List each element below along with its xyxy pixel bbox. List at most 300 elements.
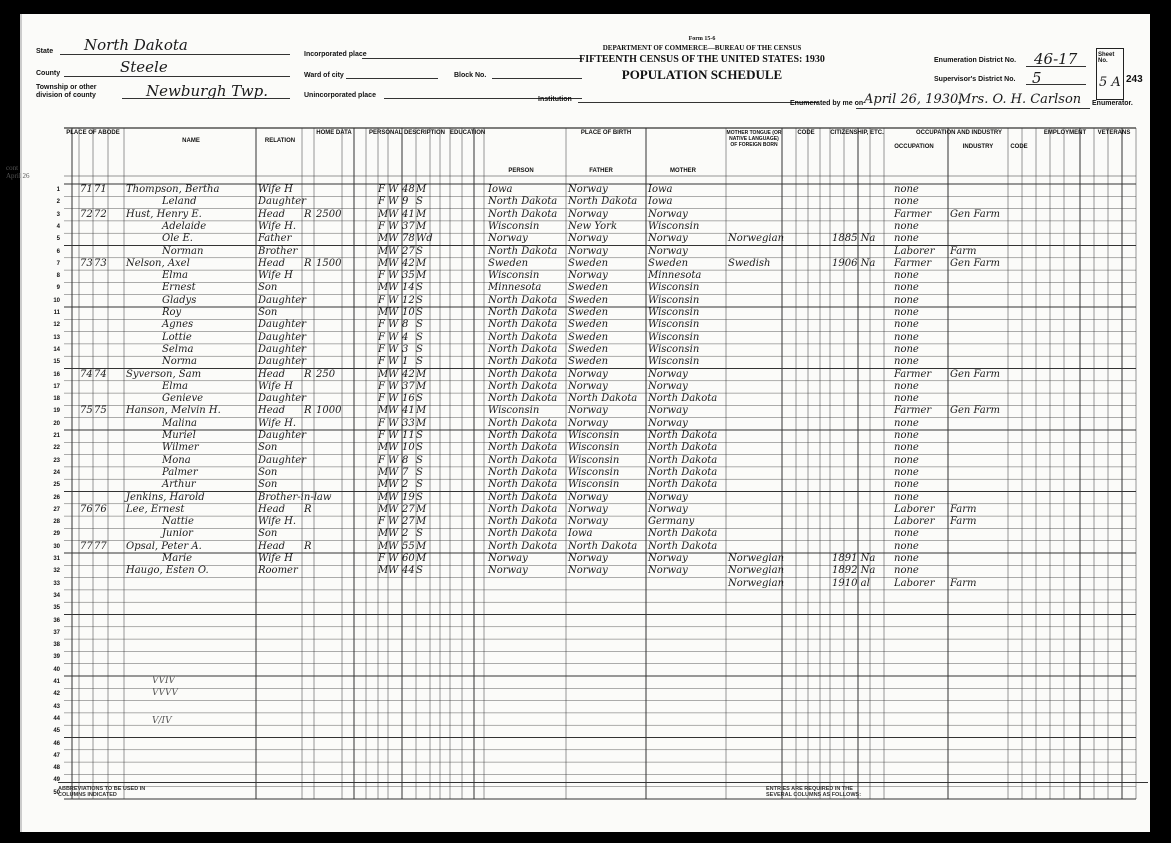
cell-ms: S <box>416 466 423 478</box>
section-code: CODE <box>797 130 815 136</box>
cell-rel: Head <box>258 257 286 269</box>
cell-ms: S <box>416 491 423 503</box>
cell-ms: S <box>416 454 423 466</box>
cell-mbp: North Dakota <box>648 393 718 405</box>
cell-val: 250 <box>316 368 336 380</box>
cell-race: W <box>388 233 399 245</box>
cell-occ: none <box>894 319 919 331</box>
section-citizenship: CITIZENSHIP, ETC. <box>830 130 884 136</box>
census-sheet <box>6 14 1150 832</box>
sheet-value: 5 A <box>1099 75 1121 90</box>
cell-name: Leland <box>162 196 197 208</box>
cell-sex: F <box>378 454 385 466</box>
cell-sex: M <box>378 208 389 220</box>
cell-occ: Laborer <box>894 245 935 257</box>
cell-ms: M <box>416 553 427 564</box>
cell-race: W <box>388 282 399 294</box>
cell-cit: 1910 al <box>832 577 870 589</box>
cell-race: W <box>388 516 399 528</box>
cell-rel: Head <box>258 503 286 515</box>
table-row <box>53 688 1136 700</box>
line-number: 8 <box>56 273 60 280</box>
enum-district-value: 46-17 <box>1034 50 1078 68</box>
cell-rel: Wife H. <box>258 220 296 232</box>
footer-rule <box>58 782 1148 783</box>
cell-val: 1500 <box>316 257 342 269</box>
line-number: 19 <box>53 408 60 415</box>
cell-name: Jenkins, Harold <box>126 491 205 503</box>
cell-name: Opsal, Peter A. <box>126 540 202 552</box>
cell-age: 33 <box>402 417 415 429</box>
cell-rel: Wife H <box>258 553 293 564</box>
cell-age: 44 <box>402 565 415 577</box>
col-industry: INDUSTRY <box>962 144 994 150</box>
cell-ms: M <box>416 184 427 195</box>
table-row <box>53 713 1136 725</box>
cell-age: 60 <box>402 553 415 564</box>
cell-name: Marie <box>162 553 193 564</box>
cell-bp: Norway <box>488 565 528 577</box>
cell-age: 41 <box>402 208 415 220</box>
cell-mbp: Norway <box>648 553 688 564</box>
cell-age: 8 <box>402 454 409 466</box>
enum-district-label: Enumeration District No. <box>934 57 1017 64</box>
cell-fam: 73 <box>94 257 107 269</box>
table-row <box>56 208 1136 221</box>
cell-bp: Sweden <box>488 257 529 269</box>
cell-ind: Gen Farm <box>950 405 1001 417</box>
cell-fbp: Norway <box>568 233 608 245</box>
cell-age: 7 <box>402 466 409 478</box>
cell-age: 41 <box>402 405 415 417</box>
cell-occ: Laborer <box>894 516 935 528</box>
cell-name: Palmer <box>162 466 198 478</box>
cell-rel: Daughter <box>258 196 306 208</box>
cell-bp: North Dakota <box>488 454 558 466</box>
footer-abbrev: ABBREVIATIONS TO BE USED IN COLUMNS INDICATED <box>58 786 146 798</box>
table-row <box>53 540 1136 553</box>
cell-occ: none <box>894 233 919 245</box>
cell-rel: Daughter <box>258 393 306 405</box>
cell-occ: none <box>894 220 919 232</box>
cell-occ: none <box>894 417 919 429</box>
cell-race: W <box>388 417 399 429</box>
table-row <box>53 553 1136 565</box>
cell-fbp: North Dakota <box>568 393 638 405</box>
cell-name: Roy <box>162 307 182 318</box>
table-row <box>53 405 1136 417</box>
line-number: 25 <box>53 482 60 489</box>
cell-rel: Son <box>258 307 278 318</box>
cell-mbp: Iowa <box>648 184 673 195</box>
cell-race: W <box>388 491 399 503</box>
cell-bp: North Dakota <box>488 393 558 405</box>
cell-bp: North Dakota <box>488 442 558 454</box>
cell-ms: S <box>416 331 423 343</box>
form-number: Form 15-6 <box>688 36 716 42</box>
table-row <box>53 380 1136 393</box>
cell-rel: Head <box>258 405 286 417</box>
cell-mbp: North Dakota <box>648 479 718 491</box>
cell-occ: Farmer <box>894 405 932 417</box>
cell-age: 27 <box>402 245 415 257</box>
cell-mbp: Norway <box>648 405 688 417</box>
unincorporated-label: Unincorporated place <box>304 92 376 99</box>
table-row <box>53 430 1136 442</box>
township-label: Township or other division of county <box>36 84 97 99</box>
line-number: 27 <box>53 506 60 513</box>
line-number: 7 <box>56 260 60 267</box>
state-value: North Dakota <box>84 36 188 54</box>
cell-sex: F <box>378 380 385 392</box>
cell-bp: North Dakota <box>488 196 558 208</box>
cell-race: W <box>388 319 399 331</box>
ward-label: Ward of city <box>304 72 344 79</box>
section-veterans: VETERANS <box>1097 130 1131 136</box>
table-row <box>53 516 1136 528</box>
sheet-box <box>1096 48 1124 100</box>
cell-fbp: New York <box>568 220 617 232</box>
line-number: 28 <box>53 519 60 526</box>
table-row <box>53 651 1136 663</box>
cell-race: W <box>388 343 399 355</box>
cell-bp: North Dakota <box>488 479 558 491</box>
census-title: FIFTEENTH CENSUS OF THE UNITED STATES: 1930 <box>579 54 825 65</box>
department: DEPARTMENT OF COMMERCE—BUREAU OF THE CENSUS <box>602 44 802 52</box>
cell-tenure: R <box>304 540 312 552</box>
cell-rel: Wife H. <box>258 516 296 528</box>
cell-rel: Son <box>258 442 278 454</box>
cell-mbp: Wisconsin <box>648 343 700 355</box>
line-number: 44 <box>53 715 60 722</box>
cell-name: Lottie <box>162 331 192 343</box>
cell-age: 35 <box>402 270 415 282</box>
cell-rel: Wife H <box>258 270 293 282</box>
cell-fam: 76 <box>94 503 107 515</box>
supervisor-value: 5 <box>1032 69 1042 87</box>
cell-dw: 74 <box>80 368 93 380</box>
cell-rel: Wife H <box>258 380 293 392</box>
section-personal: PERSONAL DESCRIPTION <box>369 130 445 136</box>
cell-ms: Wd <box>416 233 433 245</box>
cell-race: W <box>388 380 399 392</box>
cell-fam: 72 <box>94 208 107 220</box>
cell-age: 14 <box>402 282 415 294</box>
cell-mbp: Wisconsin <box>648 331 700 343</box>
cell-bp: North Dakota <box>488 540 558 552</box>
cell-ms: S <box>416 565 423 577</box>
cell-ms: S <box>416 356 423 368</box>
line-number: 42 <box>53 691 60 698</box>
line-number: 48 <box>53 765 60 772</box>
cell-rel: Son <box>258 479 278 491</box>
schedule-title: POPULATION SCHEDULE <box>621 67 783 82</box>
cell-fbp: Norway <box>568 270 608 282</box>
line-number: 18 <box>53 396 60 403</box>
cell-occ: none <box>894 270 919 282</box>
state-underline <box>60 54 290 55</box>
line-number: 46 <box>53 740 60 747</box>
cell-fam: 75 <box>94 405 107 417</box>
cell-tenure: R <box>304 503 312 515</box>
enumerated-underline <box>856 108 1090 109</box>
cell-race: W <box>388 270 399 282</box>
cell-fbp: Norway <box>568 368 608 380</box>
cell-name: Haugo, Esten O. <box>126 565 209 577</box>
cell-ms: S <box>416 245 423 257</box>
table-row <box>53 503 1136 516</box>
cell-age: 27 <box>402 516 415 528</box>
cell-race: W <box>388 540 399 552</box>
cell-age: 37 <box>402 220 415 232</box>
cell-sex: M <box>378 466 389 478</box>
cell-cit: 1892 Na <box>832 565 876 577</box>
line-number: 5 <box>56 236 60 243</box>
cell-mbp: Wisconsin <box>648 356 700 368</box>
cell-ms: S <box>416 282 423 294</box>
cell-age: 2 <box>402 528 409 540</box>
footer-entries: ENTRIES ARE REQUIRED IN THE SEVERAL COLUMNS AS FOLLOWS: <box>766 786 862 798</box>
table-row <box>53 331 1136 344</box>
cell-age: 27 <box>402 503 415 515</box>
cell-sex: M <box>378 307 389 318</box>
cell-ms: M <box>416 417 427 429</box>
cell-rel: Wife H <box>258 184 293 195</box>
cell-race: W <box>388 356 399 368</box>
cell-mbp: North Dakota <box>648 454 718 466</box>
cell-bp: Wisconsin <box>488 270 540 282</box>
cell-sex: F <box>378 184 385 195</box>
section-abode: PLACE OF ABODE <box>66 130 120 136</box>
cell-rel: Daughter <box>258 454 306 466</box>
line-number: 4 <box>56 223 60 230</box>
cell-cit: 1885 Na <box>832 233 876 245</box>
township-underline <box>122 98 290 99</box>
cell-cit: 1906 Na <box>832 257 876 269</box>
cell-ind: Farm <box>950 577 977 589</box>
cell-occ: none <box>894 356 919 368</box>
line-number: 41 <box>53 679 60 685</box>
cell-sex: F <box>378 294 385 306</box>
cell-rel: Daughter <box>258 319 306 331</box>
cell-mbp: Norway <box>648 245 688 257</box>
cell-mbp: North Dakota <box>648 466 718 478</box>
cell-mbp: North Dakota <box>648 528 718 540</box>
cell-ind: Farm <box>950 516 977 528</box>
cell-ms: M <box>416 220 427 232</box>
table-row <box>53 664 1136 676</box>
cell-occ: Farmer <box>894 368 932 380</box>
cell-fbp: Sweden <box>568 257 609 269</box>
cell-sex: M <box>378 442 389 454</box>
supervisor-underline <box>1026 84 1086 85</box>
cell-occ: none <box>894 393 919 405</box>
cell-bp: North Dakota <box>488 430 558 441</box>
cell-ms: M <box>416 405 427 417</box>
cell-tongue: Norwegian <box>728 553 785 564</box>
cell-sex: M <box>378 540 389 552</box>
cell-race: W <box>388 503 399 515</box>
cell-bp: North Dakota <box>488 516 558 528</box>
cell-rel: Brother <box>258 245 298 257</box>
cell-bp: Norway <box>488 233 528 245</box>
cell-mbp: Wisconsin <box>648 282 700 294</box>
enumerator-name: Mrs. O. H. Carlson <box>958 92 1082 107</box>
table-row <box>53 701 1136 713</box>
cell-bp: North Dakota <box>488 528 558 540</box>
cell-fbp: Norway <box>568 184 608 195</box>
cell-age: 37 <box>402 380 415 392</box>
line-number: 39 <box>53 654 60 661</box>
section-occupation: OCCUPATION AND INDUSTRY <box>916 130 1002 136</box>
cell-fbp: North Dakota <box>568 540 638 552</box>
cell-occ: none <box>894 442 919 454</box>
table-row <box>53 454 1136 467</box>
cell-race: W <box>388 442 399 454</box>
cell-fbp: Norway <box>568 208 608 220</box>
cell-ms: S <box>416 430 423 441</box>
cell-rel: Head <box>258 208 286 220</box>
cell-name: Mona <box>162 454 191 466</box>
cell-age: 42 <box>402 257 415 269</box>
col-mother: MOTHER <box>670 168 696 174</box>
cell-sex: M <box>378 405 389 417</box>
cell-sex: F <box>378 430 385 441</box>
section-name: NAME <box>182 138 200 144</box>
township-value: Newburgh Twp. <box>146 82 268 100</box>
table-row <box>53 774 1136 786</box>
line-number: 23 <box>53 457 60 464</box>
page-number: 243 <box>1126 74 1143 85</box>
cell-ms: M <box>416 380 427 392</box>
line-number: 45 <box>53 728 60 735</box>
cell-fbp: Wisconsin <box>568 454 620 466</box>
cell-tenure: R <box>304 257 312 269</box>
cell-fbp: Iowa <box>568 528 593 540</box>
table-row <box>53 417 1136 430</box>
cell-race: W <box>388 294 399 306</box>
line-number: 12 <box>53 322 60 329</box>
line-number: 31 <box>53 556 60 562</box>
cell-sex: M <box>378 491 389 503</box>
cell-sex: F <box>378 356 385 368</box>
table-row <box>53 738 1136 750</box>
cell-age: 19 <box>402 491 415 503</box>
table-row <box>53 466 1136 479</box>
cell-race: W <box>388 405 399 417</box>
line-number: 43 <box>53 703 60 710</box>
cell-ms: M <box>416 368 427 380</box>
line-number: 15 <box>53 359 60 366</box>
cell-ind: Farm <box>950 503 977 515</box>
enum-district-underline <box>1026 66 1086 67</box>
cell-bp: North Dakota <box>488 331 558 343</box>
cell-occ: none <box>894 331 919 343</box>
cell-bp: North Dakota <box>488 368 558 380</box>
line-number: 14 <box>53 346 60 353</box>
cell-sex: F <box>378 343 385 355</box>
cell-mbp: Minnesota <box>648 270 702 282</box>
cell-age: 48 <box>402 184 415 195</box>
cell-fam: 77 <box>94 540 107 552</box>
cell-race: W <box>388 196 399 208</box>
cell-bp: North Dakota <box>488 380 558 392</box>
table-row <box>53 319 1136 331</box>
section-education: EDUCATION <box>450 130 486 136</box>
line-number: 32 <box>53 568 60 575</box>
cell-name: Selma <box>162 343 194 355</box>
cell-name: Gladys <box>162 294 197 306</box>
section-relation: RELATION <box>264 138 296 144</box>
cell-age: 2 <box>402 479 409 491</box>
section-tongue: MOTHER TONGUE (OR NATIVE LANGUAGE) OF FOREIGN BORN <box>726 130 782 148</box>
cell-occ: none <box>894 466 919 478</box>
line-number: 16 <box>53 371 60 378</box>
cell-name: Norma <box>162 356 197 368</box>
cell-rel: Roomer <box>258 565 298 577</box>
table-row <box>56 270 1136 282</box>
table-row <box>53 590 1136 602</box>
cell-name: Adelaide <box>162 220 207 232</box>
county-underline <box>64 76 290 77</box>
enumerator-label: Enumerator. <box>1092 100 1133 107</box>
table-row <box>53 393 1136 405</box>
cell-sex: F <box>378 331 385 343</box>
cell-bp: Iowa <box>488 184 513 195</box>
cell-occ: none <box>894 294 919 306</box>
table-row <box>53 676 1136 688</box>
cell-bp: North Dakota <box>488 491 558 503</box>
cell-fbp: Norway <box>568 553 608 564</box>
cell-ind: Gen Farm <box>950 368 1001 380</box>
cell-sex: M <box>378 503 389 515</box>
table-row <box>53 368 1136 381</box>
cell-age: 12 <box>402 294 415 306</box>
cell-ms: S <box>416 307 423 318</box>
cell-rel: Son <box>258 528 278 540</box>
cell-fbp: Wisconsin <box>568 466 620 478</box>
cell-val: 2500 <box>316 208 342 220</box>
county-value: Steele <box>120 58 168 76</box>
cell-fbp: Wisconsin <box>568 442 620 454</box>
cell-race: W <box>388 393 399 405</box>
institution-label: Institution <box>538 96 572 103</box>
cell-occ: none <box>894 430 919 441</box>
cell-name: Agnes <box>162 319 194 331</box>
cell-dw: 77 <box>80 540 93 552</box>
cell-ms: S <box>416 479 423 491</box>
cell-mbp: Norway <box>648 208 688 220</box>
incorporated-underline <box>362 58 582 59</box>
cell-dw: 73 <box>80 257 93 269</box>
cell-ms: S <box>416 196 423 208</box>
cell-race: W <box>388 553 399 564</box>
cell-age: 1 <box>402 356 409 368</box>
cell-name: Muriel <box>162 430 196 441</box>
cell-race: W <box>388 307 399 318</box>
cell-name: Nattie <box>162 516 194 528</box>
cell-race: W <box>388 245 399 257</box>
cell-tenure: R <box>304 208 312 220</box>
cell-ms: M <box>416 503 427 515</box>
cell-mbp: Wisconsin <box>648 294 700 306</box>
cell-occ: none <box>894 380 919 392</box>
cell-rel: Brother-in-law <box>258 491 332 503</box>
cell-sex: M <box>378 257 389 269</box>
table-row <box>53 627 1136 639</box>
cell-mbp: North Dakota <box>648 540 718 552</box>
table-row <box>56 196 1136 208</box>
